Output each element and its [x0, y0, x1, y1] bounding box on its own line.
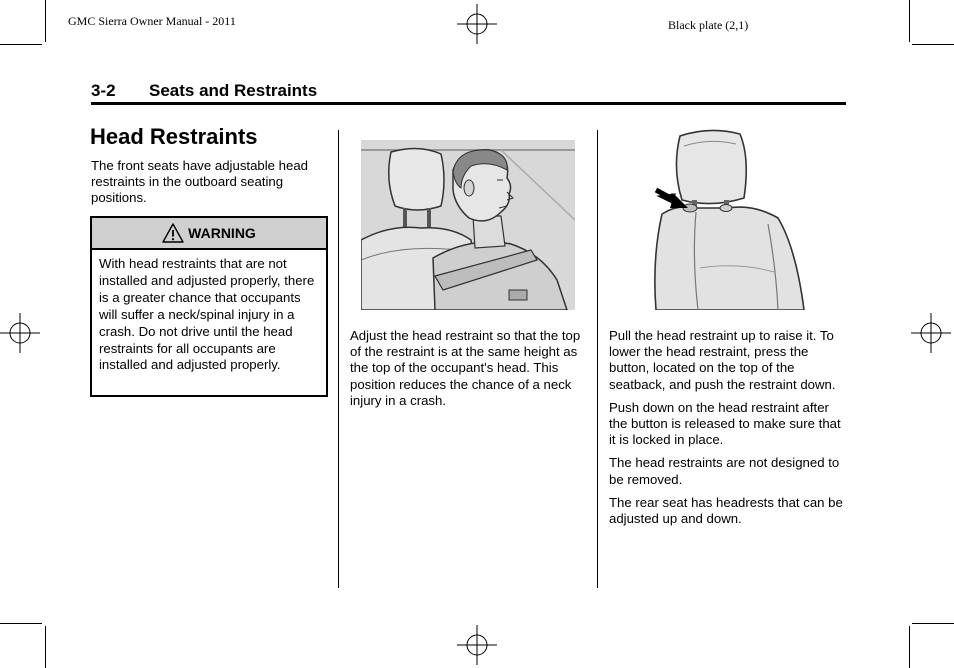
- crop-mark-top-left-v: [45, 0, 46, 42]
- figure2-paragraph-2: Push down on the head restraint after the button is released to make sure that it is locked in place.: [609, 399, 841, 448]
- warning-triangle-icon: [162, 223, 184, 243]
- section-title: Seats and Restraints: [149, 81, 318, 100]
- figure2-text: [609, 328, 845, 534]
- head-restraint-button-illustration: [648, 128, 808, 310]
- warning-label: WARNING: [188, 225, 256, 241]
- warning-box: [90, 216, 328, 397]
- intro-text: The front seats have adjustable head restraints in the outboard seating positions.: [91, 158, 309, 206]
- column-divider-1: [338, 130, 339, 588]
- crop-mark-bottom-right-v: [909, 626, 910, 668]
- page-heading: Head Restraints: [90, 124, 258, 149]
- section-header: [91, 81, 846, 105]
- figure2-paragraph-1: Pull the head restraint up to raise it. To lower the head restraint, press the button, located on the top of the seatback, and push the restraint down.: [609, 328, 836, 392]
- registration-mark-top: [457, 4, 497, 44]
- crop-mark-top-right-h: [912, 44, 954, 45]
- figure1-caption-text: Adjust the head restraint so that the top of the restraint is at the same height as the top of the occupant's head. This position reduces the chance of a neck injury in a crash.: [350, 328, 581, 408]
- crop-mark-bottom-left-h: [0, 623, 42, 624]
- crop-mark-top-right-v: [909, 0, 910, 42]
- warning-text: With head restraints that are not installed and adjusted properly, there is a greater chance that occupants will suffer a neck/spinal injury in a crash. Do not drive until the head restraints for all occupants are installed and adjusted properly.: [99, 256, 315, 373]
- section-number: 3-2: [91, 81, 116, 100]
- figure1-caption: [350, 328, 586, 416]
- crop-mark-bottom-left-v: [45, 626, 46, 668]
- intro-paragraph: [91, 158, 313, 214]
- registration-mark-left: [0, 313, 40, 353]
- plate-title: GMC Sierra Owner Manual - 2011: [68, 14, 236, 28]
- crop-mark-top-left-h: [0, 44, 42, 45]
- plate-number: Black plate (2,1): [668, 18, 749, 32]
- registration-mark-bottom: [457, 625, 497, 665]
- column-divider-2: [597, 130, 598, 588]
- warning-header: [92, 218, 326, 250]
- occupant-head-restraint-illustration: [361, 140, 575, 310]
- figure2-paragraph-3: The head restraints are not designed to be removed.: [609, 455, 840, 487]
- crop-mark-bottom-right-h: [912, 623, 954, 624]
- figure2-paragraph-4: The rear seat has headrests that can be adjusted up and down.: [609, 494, 843, 527]
- registration-mark-right: [911, 313, 951, 353]
